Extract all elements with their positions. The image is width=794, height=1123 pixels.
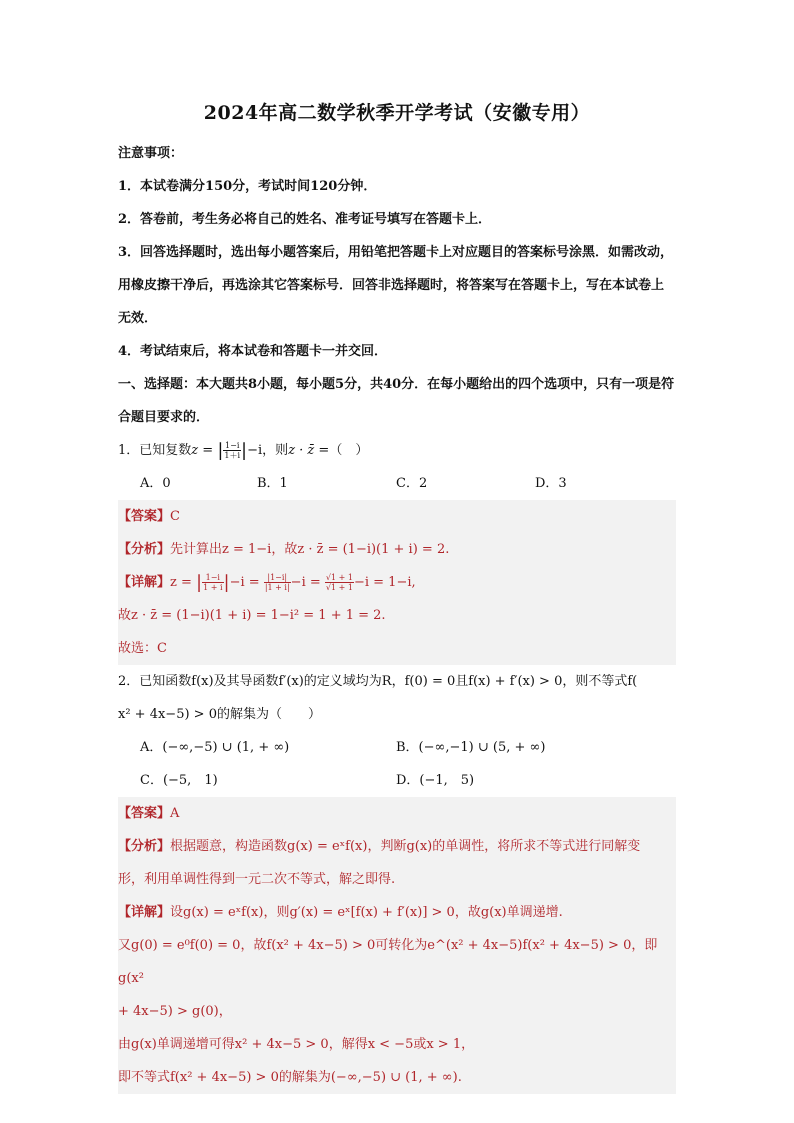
q1-options: [118, 467, 676, 500]
notice-heading: 注意事项：: [118, 146, 184, 161]
page-title: 2024年高二数学秋季开学考试（安徽专用）: [203, 102, 591, 124]
q1-option-c: C．2: [396, 476, 428, 491]
q2-option-c: C．(−5, 1): [140, 773, 218, 788]
q2-detail-line-2: 又g(0) = e⁰f(0) = 0，故f(x² + 4x−5) > 0可转化为e^(x² + 4x−5)f(x² + 4x−5) > 0，即g(x²: [118, 938, 658, 986]
q1-eq: =: [198, 443, 218, 458]
q1-answer-block: [118, 500, 676, 665]
notice-item-2: 2．答卷前，考生务必将自己的姓名、准考证号填写在答题卡上．: [118, 212, 492, 227]
q2-detail-line-3: + 4x−5) > g(0)，: [118, 1004, 232, 1019]
q2-answer-block: [118, 797, 676, 1094]
q2-detail-line-1: 【详解】设g(x) = eˣf(x)，则g′(x) = eˣ[f(x) + f′(x)] > 0，故g(x)单调递增.: [118, 905, 563, 920]
q1-fraction: $\frac{1-i}{1+i}$: [224, 441, 241, 460]
q1-prefix: 1．已知复数: [118, 443, 192, 458]
q1-expr: z · z̄: [288, 443, 315, 458]
exam-page: [118, 98, 676, 1094]
q1-choice: 故选：C: [118, 641, 167, 656]
q1-option-d: D．3: [535, 476, 567, 491]
q2-analysis-line-2: 形，利用单调性得到一元二次不等式，解之即得.: [118, 872, 396, 887]
q1-z: z: [191, 443, 199, 458]
q1-detail-line-2: 故z · z̄ = (1−i)(1 + i) = 1−i² = 1 + 1 = 2.: [118, 608, 386, 623]
q1-answer: 【答案】C: [118, 509, 180, 524]
question-1-stem: 1．已知复数z = | $\frac{1-i}{1+i}$ |−i，则z · z̄ =（ ）: [118, 440, 369, 461]
q2-detail-line-5: 即不等式f(x² + 4x−5) > 0的解集为(−∞,−5) ∪ (1, + ∞).: [118, 1070, 462, 1085]
q2-options-row-1: [118, 731, 676, 764]
section-heading: 一、选择题：本大题共8小题，每小题5分，共40分．在每小题给出的四个选项中，只有一项是符合题目要求的．: [118, 377, 675, 425]
question-2-stem-line-1: 2．已知函数f(x)及其导函数f′(x)的定义域均为R，f(0) = 0且f(x) + f′(x) > 0，则不等式f(: [118, 674, 638, 689]
q1-detail-line-1: 【详解】z = | $\frac{1-i}{1 + i}$ |−i = $\frac{|1-i|}{|1 + i|}$ −i = $\frac{√1 + 1}{√1 + 1}$ −i = 1−i,: [118, 572, 416, 593]
q2-answer: 【答案】A: [118, 806, 180, 821]
q2-analysis-line-1: 【分析】根据题意，构造函数g(x) = eˣf(x)，判断g(x)的单调性，将所求不等式进行同解变: [118, 839, 641, 854]
question-2-stem-line-2: x² + 4x−5) > 0的解集为（ ）: [118, 707, 321, 722]
q2-options-row-2: [118, 764, 676, 797]
notice-item-3: 3．回答选择题时，选出每小题答案后，用铅笔把答题卡上对应题目的答案标号涂黑．如需改动，用橡皮擦干净后，再选涂其它答案标号．回答非选择题时，将答案写在答题卡上，写在本试卷上无效．: [118, 245, 674, 326]
q1-option-a: A．0: [140, 476, 171, 491]
q2-detail-line-4: 由g(x)单调递增可得x² + 4x−5 > 0，解得x < −5或x > 1，: [118, 1037, 475, 1052]
q2-option-a: A．(−∞,−5) ∪ (1, + ∞): [140, 740, 290, 755]
q1-end: =（ ）: [314, 443, 369, 458]
notice-item-4: 4．考试结束后，将本试卷和答题卡一并交回．: [118, 344, 388, 359]
q1-analysis: 【分析】先计算出z = 1−i，故z · z̄ = (1−i)(1 + i) = 2.: [118, 542, 450, 557]
q2-option-d: D．(−1, 5): [396, 773, 475, 788]
q1-option-b: B．1: [257, 476, 288, 491]
notice-item-1: 1．本试卷满分150分，考试时间120分钟．: [118, 179, 377, 194]
q2-option-b: B．(−∞,−1) ∪ (5, + ∞): [396, 740, 546, 755]
q1-tail: −i，则: [247, 443, 289, 458]
